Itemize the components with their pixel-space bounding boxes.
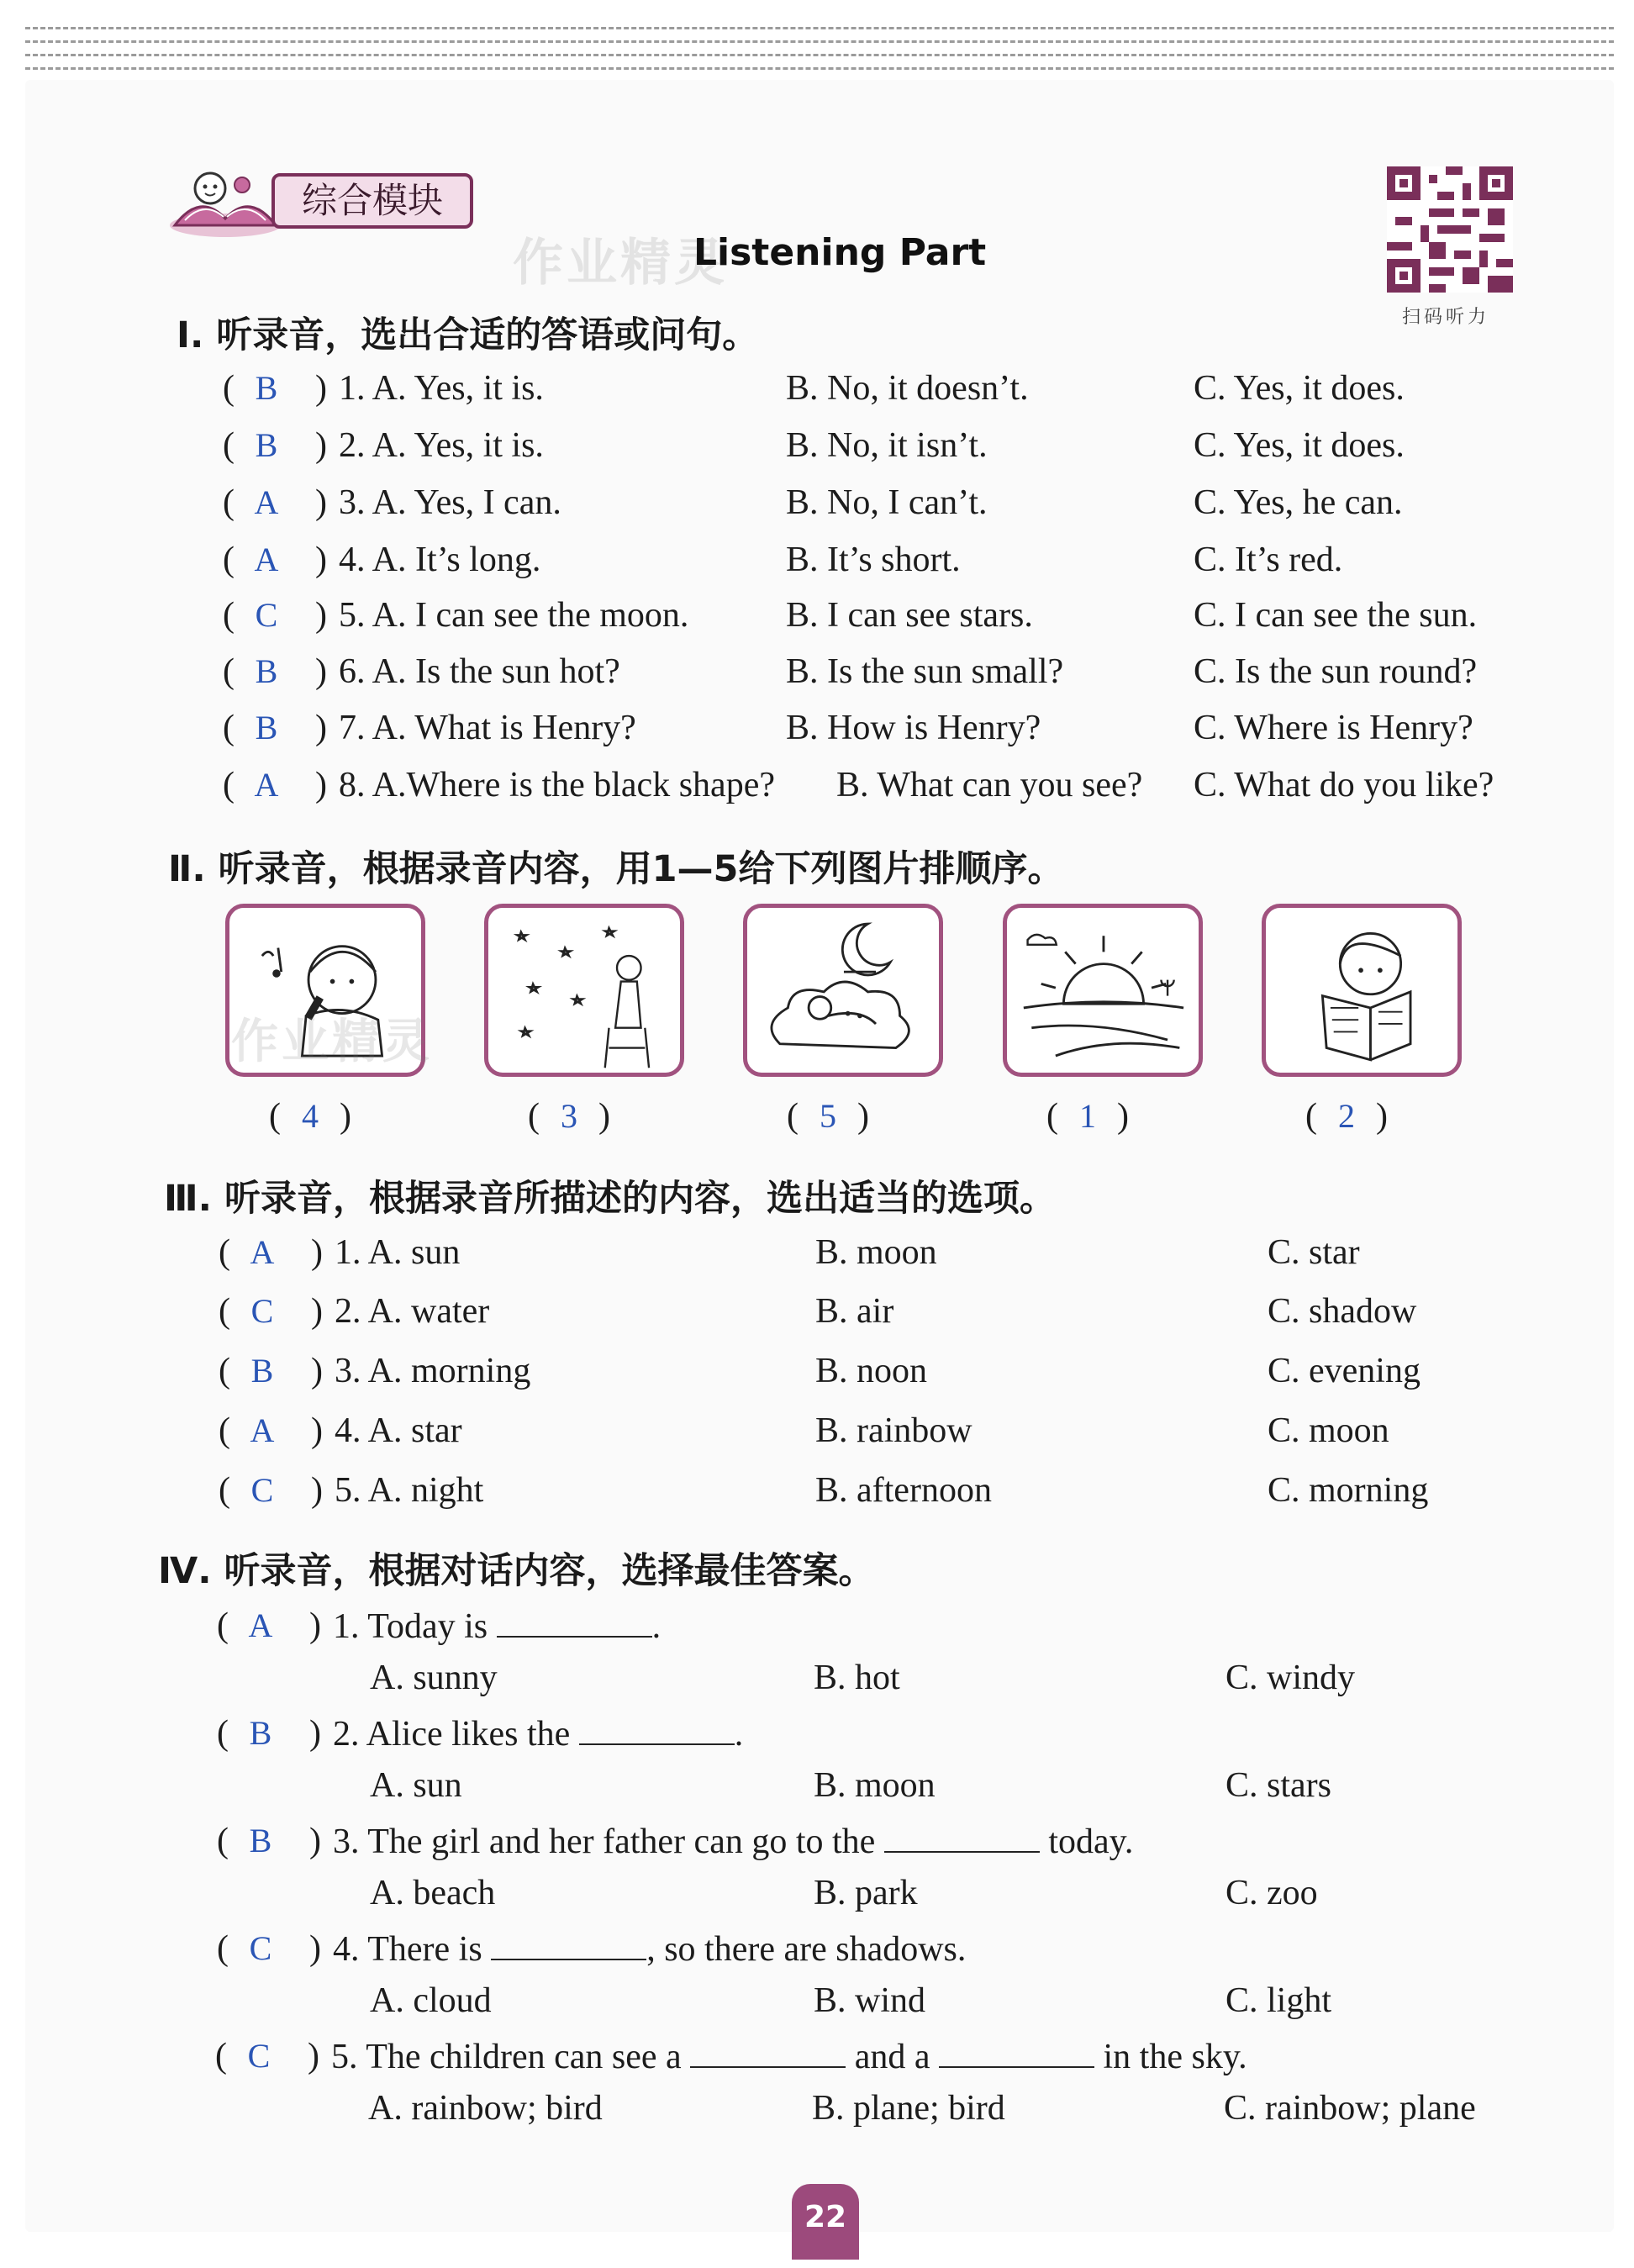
s4-q5-options (217, 2085, 1545, 2132)
answer-blank (884, 1817, 1040, 1853)
option-b: B. moon (815, 1233, 937, 1272)
stars-girl-illustration (488, 908, 680, 1073)
module-label: 综合模块 (301, 180, 443, 221)
option-a: A. sunny (370, 1659, 498, 1697)
top-dash-line-4 (25, 67, 1614, 70)
s1-row-8: ( A ) 8. A.Where is the black shape? B. What can you see? C. What do you like? (223, 762, 1526, 809)
page-number: 22 (804, 2200, 847, 2234)
s3-row-3: ( B ) 3. A. morning B. noon C. evening (219, 1348, 1530, 1395)
s4-q3: ( B ) 3. The girl and her father can go to the today. (217, 1817, 1528, 1865)
s4-q4: ( C ) 4. There is , so there are shadows. (217, 1925, 1528, 1972)
section1-title: Ⅰ. 听录音，选出合适的答语或问句。 (177, 314, 759, 356)
answer-label: A (254, 483, 279, 521)
option-b: B. plane; bird (812, 2089, 1005, 2128)
answer-label: B (249, 1822, 272, 1859)
option-a: A. sun (370, 1766, 462, 1805)
book-mascot-icon (166, 166, 284, 239)
order-answer: 3 (561, 1097, 577, 1135)
answer-blank (579, 1710, 735, 1745)
option-b: B. No, I can’t. (786, 483, 988, 522)
s1-row-2: ( B ) 2. A. Yes, it is. B. No, it isn’t. C. Yes, it does. (223, 422, 1526, 469)
option-a: 3. A. morning (335, 1352, 531, 1390)
s4-q2: ( B ) 2. Alice likes the . (217, 1710, 1528, 1757)
module-label-box (271, 173, 473, 229)
answer-blank (491, 1925, 646, 1960)
answer-label: B (255, 369, 278, 407)
s4-q1-options (217, 1654, 1528, 1701)
answer-blank (690, 2033, 846, 2068)
answer-label: C (247, 2037, 271, 2075)
option-b: B. I can see stars. (786, 596, 1033, 635)
option-c: C. Where is Henry? (1194, 709, 1473, 747)
option-c: C. Yes, he can. (1194, 483, 1403, 522)
option-a: A. cloud (370, 1981, 492, 2020)
answer-label: A (248, 1606, 273, 1644)
option-b: B. It’s short. (786, 541, 961, 579)
picture-5-reading-girl (1262, 904, 1462, 1077)
order-answer: 4 (302, 1097, 319, 1135)
order-3: ( 5 ) (787, 1093, 869, 1140)
s3-row-4: ( A ) 4. A. star B. rainbow C. moon (219, 1407, 1530, 1454)
top-dash-line-2 (25, 40, 1614, 43)
option-b: B. No, it isn’t. (786, 426, 988, 465)
option-c: C. evening (1268, 1352, 1421, 1390)
reading-girl-illustration (1266, 908, 1457, 1073)
answer-blank (939, 2033, 1094, 2068)
option-a: 6. A. Is the sun hot? (339, 652, 620, 691)
answer-label: C (255, 596, 278, 634)
option-b: B. park (814, 1874, 918, 1912)
option-a: A. beach (370, 1874, 496, 1912)
s3-row-1: ( A ) 1. A. sun B. moon C. star (219, 1229, 1530, 1276)
order-answer: 5 (820, 1097, 836, 1135)
answer-blank (497, 1602, 652, 1638)
answer-label: B (249, 1714, 272, 1752)
s4-q2-options (217, 1762, 1528, 1809)
option-a: A. rainbow; bird (368, 2089, 603, 2128)
qr-caption: 扫码听力 (1402, 307, 1490, 328)
option-c: C. Yes, it does. (1194, 369, 1405, 408)
option-b: B. rainbow (815, 1411, 972, 1450)
qr-code[interactable] (1387, 166, 1513, 293)
option-c: C. shadow (1268, 1292, 1417, 1331)
option-a: 5. A. night (335, 1471, 484, 1510)
option-b: B. wind (814, 1981, 926, 2020)
section4-title: Ⅳ. 听录音，根据对话内容，选择最佳答案。 (158, 1550, 875, 1592)
s1-row-1: ( B ) 1. A. Yes, it is. B. No, it doesn’t. C. Yes, it does. (223, 365, 1526, 412)
answer-label: B (255, 652, 278, 690)
s3-row-5: ( C ) 5. A. night B. afternoon C. morning (219, 1467, 1530, 1514)
answer-label: C (250, 1292, 274, 1330)
option-b: B. noon (815, 1352, 928, 1390)
option-a: 1. A. Yes, it is. (339, 369, 544, 408)
sunrise-illustration (1007, 908, 1199, 1073)
question-text: 4. There is , so there are shadows. (333, 1925, 966, 1973)
answer-label: B (255, 426, 278, 464)
question-text: 1. Today is . (333, 1602, 661, 1650)
option-c: C. windy (1226, 1659, 1356, 1697)
question-text: 3. The girl and her father can go to the today. (333, 1817, 1133, 1865)
answer-label: A (250, 1411, 275, 1449)
option-c: C. What do you like? (1194, 766, 1494, 804)
order-answer: 1 (1079, 1097, 1096, 1135)
option-c: C. Yes, it does. (1194, 426, 1405, 465)
answer-label: B (255, 709, 278, 746)
section2-title: Ⅱ. 听录音，根据录音内容，用1—5给下列图片排顺序。 (168, 848, 1064, 890)
s1-row-7: ( B ) 7. A. What is Henry? B. How is Henry? C. Where is Henry? (223, 704, 1526, 752)
s4-q1: ( A ) 1. Today is . (217, 1602, 1528, 1649)
option-b: B. afternoon (815, 1471, 992, 1510)
order-2: ( 3 ) (528, 1093, 610, 1140)
option-a: 2. A. Yes, it is. (339, 426, 544, 465)
option-a: 4. A. star (335, 1411, 462, 1450)
option-b: B. What can you see? (836, 766, 1143, 804)
picture-3-sleeping-moon (743, 904, 943, 1077)
s4-q4-options (217, 1977, 1528, 2024)
option-c: C. rainbow; plane (1224, 2089, 1476, 2128)
option-c: C. moon (1268, 1411, 1389, 1450)
option-c: C. star (1268, 1233, 1360, 1272)
s4-q5: ( C ) 5. The children can see a and a in the sky. (215, 2033, 1543, 2080)
answer-label: A (250, 1233, 275, 1271)
sleeping-moon-illustration (747, 908, 939, 1073)
s3-row-2: ( C ) 2. A. water B. air C. shadow (219, 1288, 1530, 1335)
answer-label: C (249, 1929, 272, 1967)
option-b: B. How is Henry? (786, 709, 1041, 747)
question-text: 5. The children can see a and a in the sky. (331, 2033, 1247, 2081)
option-b: B. moon (814, 1766, 936, 1805)
option-a: 5. A. I can see the moon. (339, 596, 689, 635)
part-title: Listening Part (693, 231, 987, 274)
order-1: ( 4 ) (269, 1093, 351, 1140)
order-5: ( 2 ) (1305, 1093, 1388, 1140)
option-c: C. I can see the sun. (1194, 596, 1478, 635)
option-b: B. hot (814, 1659, 900, 1697)
order-4: ( 1 ) (1046, 1093, 1129, 1140)
s1-row-4: ( A ) 4. A. It’s long. B. It’s short. C. It’s red. (223, 536, 1526, 583)
question-text: 2. Alice likes the . (333, 1710, 743, 1758)
s1-row-3: ( A ) 3. A. Yes, I can. B. No, I can’t. C. Yes, he can. (223, 479, 1526, 526)
s1-row-6: ( B ) 6. A. Is the sun hot? B. Is the sun small? C. Is the sun round? (223, 648, 1526, 695)
option-b: B. Is the sun small? (786, 652, 1064, 691)
option-c: C. light (1226, 1981, 1332, 2020)
module-badge (166, 166, 486, 239)
answer-label: B (250, 1352, 274, 1390)
watermark-top: 作业精灵 (513, 234, 728, 293)
answer-label: C (250, 1471, 274, 1509)
option-c: C. morning (1268, 1471, 1429, 1510)
section3-title: Ⅲ. 听录音，根据录音所描述的内容，选出适当的选项。 (164, 1178, 1056, 1220)
page-number-tab (792, 2184, 859, 2260)
option-a: 7. A. What is Henry? (339, 709, 636, 747)
s4-q3-options (217, 1870, 1528, 1917)
watermark-mid: 作业精灵 (231, 1015, 433, 1069)
option-c: C. stars (1226, 1766, 1331, 1805)
option-b: B. air (815, 1292, 894, 1331)
option-a: 3. A. Yes, I can. (339, 483, 561, 522)
top-dash-line-3 (25, 54, 1614, 56)
option-b: B. No, it doesn’t. (786, 369, 1029, 408)
option-c: C. Is the sun round? (1194, 652, 1478, 691)
option-a: 2. A. water (335, 1292, 490, 1331)
s1-row-5: ( C ) 5. A. I can see the moon. B. I can see stars. C. I can see the sun. (223, 592, 1526, 639)
option-a: 1. A. sun (335, 1233, 461, 1272)
picture-2-stars-girl (484, 904, 684, 1077)
order-answer: 2 (1338, 1097, 1355, 1135)
option-c: C. It’s red. (1194, 541, 1343, 579)
picture-4-sunrise (1003, 904, 1203, 1077)
answer-label: A (254, 541, 279, 578)
top-dash-line-1 (25, 27, 1614, 29)
option-a: 4. A. It’s long. (339, 541, 541, 579)
option-a: 8. A.Where is the black shape? (339, 766, 775, 804)
option-c: C. zoo (1226, 1874, 1318, 1912)
answer-label: A (254, 766, 279, 804)
